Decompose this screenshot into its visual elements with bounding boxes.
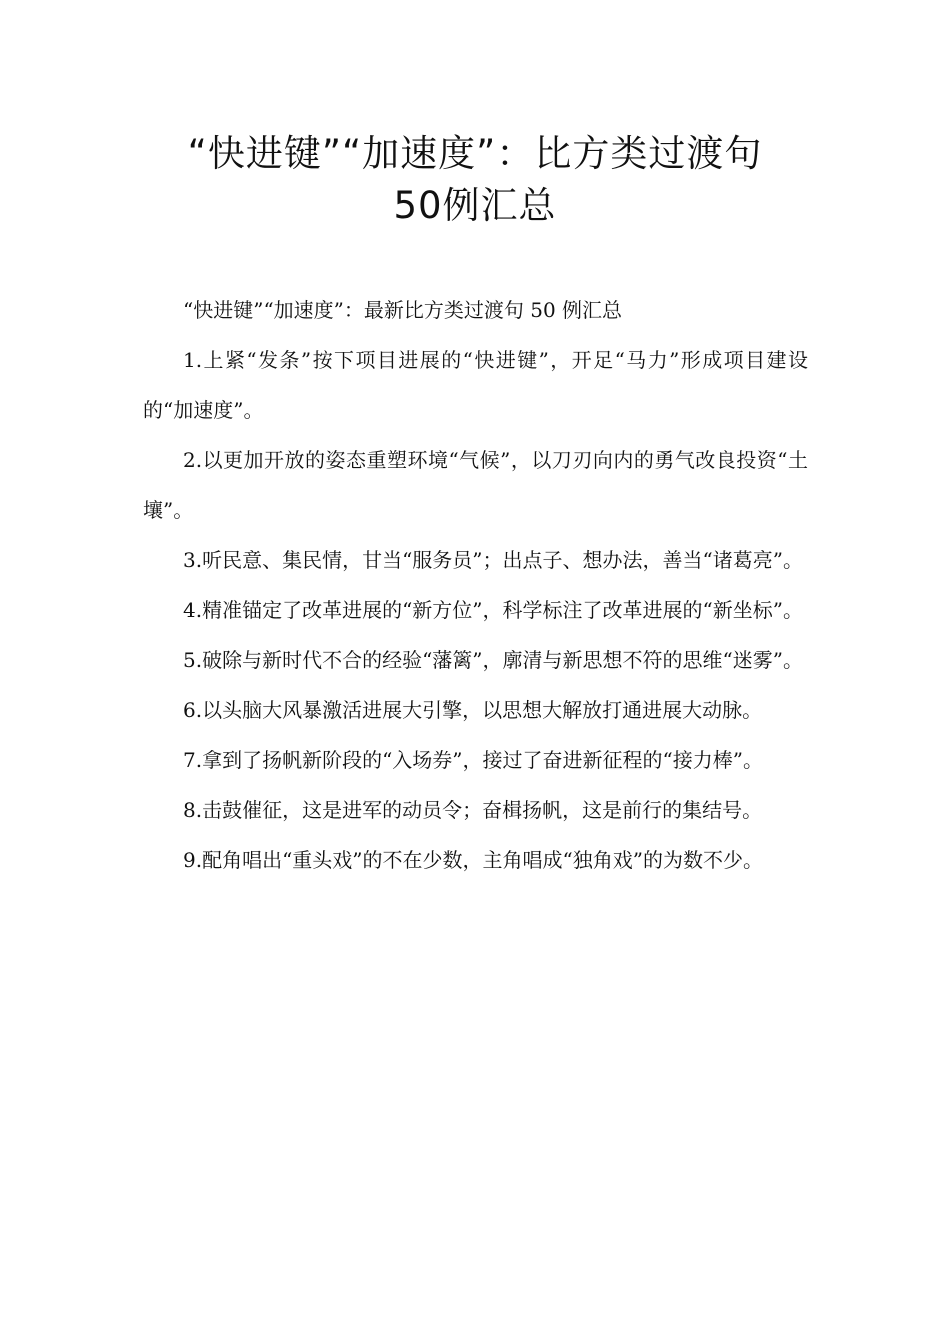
document-body — [143, 285, 808, 885]
list-item: 2.以更加开放的姿态重塑环境“气候”，以刀刃向内的勇气改良投资“土壤”。 — [143, 448, 808, 522]
list-item: 4.精准锚定了改革进展的“新方位”，科学标注了改革进展的“新坐标”。 — [183, 598, 803, 622]
intro-paragraph: “快进键”“加速度”：最新比方类过渡句 50 例汇总 — [183, 298, 623, 322]
document-title-line-1: “快进键”“加速度”：比方类过渡句 — [187, 132, 763, 175]
document-title-line-2: 50例汇总 — [393, 184, 557, 227]
list-item: 7.拿到了扬帆新阶段的“入场券”，接过了奋进新征程的“接力棒”。 — [183, 748, 763, 772]
list-item: 9.配角唱出“重头戏”的不在少数，主角唱成“独角戏”的为数不少。 — [183, 848, 763, 872]
list-item: 6.以头脑大风暴激活进展大引擎，以思想大解放打通进展大动脉。 — [183, 698, 763, 722]
list-item: 8.击鼓催征，这是进军的动员令；奋楫扬帆，这是前行的集结号。 — [183, 798, 763, 822]
list-item: 5.破除与新时代不合的经验“藩篱”，廓清与新思想不符的思维“迷雾”。 — [183, 648, 803, 672]
list-item: 3.听民意、集民情，甘当“服务员”；出点子、想办法，善当“诸葛亮”。 — [183, 548, 803, 572]
list-item: 1.上紧“发条”按下项目进展的“快进键”，开足“马力”形成项目建设的“加速度”。 — [143, 348, 808, 422]
